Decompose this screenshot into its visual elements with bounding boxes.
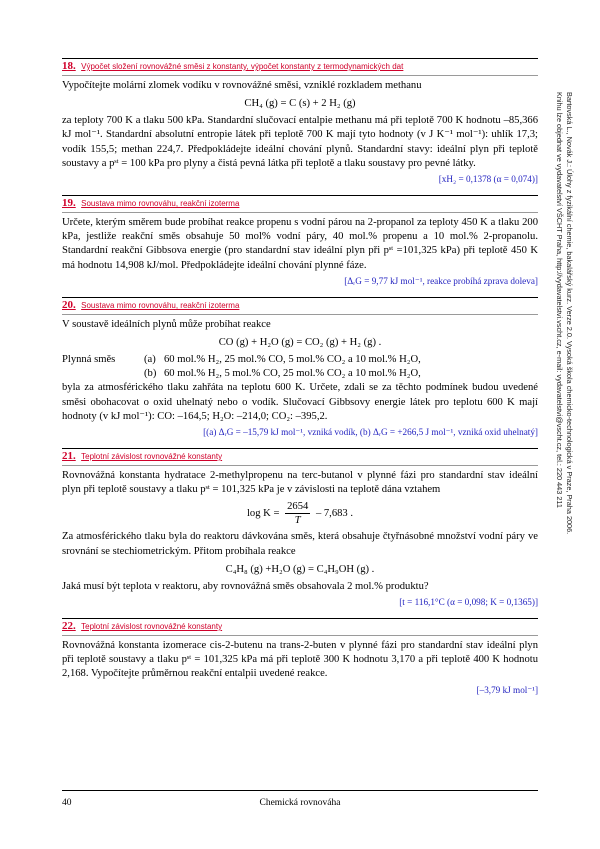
mixture-composition: 60 mol.% H₂, 5 mol.% CO, 25 mol.% CO₂ a 10 mol.% H₂O, bbox=[164, 368, 421, 380]
page-number: 40 bbox=[62, 798, 72, 808]
problem-number: 21. bbox=[62, 450, 76, 463]
side-citation bbox=[548, 92, 574, 682]
gas-mixture-a bbox=[62, 353, 538, 367]
problem-title: Teplotní závislost rovnovážné konstanty bbox=[81, 622, 223, 632]
problem-number: 20. bbox=[62, 298, 76, 311]
problem-text: Rovnovážná konstanta izomerace cis-2-butenu na trans-2-buten v plynné fázi pro standardní stav ideální plyn při teplotě soustavy a tlaku pˢᵗ = 101,325 kPa má při teplotě 300 K hodnotu 3,170 a při teplotě 400 K hodnotu 2,168. Vypočítejte průměrnou reakční entalpii uvedené reakce. bbox=[62, 640, 538, 680]
problem-question: Jaká musí být teplota v reaktoru, aby rovnovážná směs obsahovala 2 mol.% produktu? bbox=[62, 580, 429, 592]
problem-text: Rovnovážná konstanta hydratace 2-methylpropenu na terc-butanol v plynné fázi pro standardní stav ideální plyn při teplotě soustavy a tlaku pˢᵗ = 101,325 kPa je v závislosti na teplotě dána vztahem bbox=[62, 470, 538, 496]
problem-intro: Vypočítejte molární zlomek vodíku v rovnovážné směsi, vzniklé rozkladem methanu bbox=[62, 80, 422, 91]
problem-header bbox=[62, 58, 538, 76]
reaction-equation: C₄H₈ (g) +H₂O (g) = C₄H₉OH (g) . bbox=[225, 563, 375, 575]
reaction-equation: CO (g) + H₂O (g) = CO₂ (g) + H₂ (g) . bbox=[218, 337, 382, 349]
problem-answer: [–3,79 kJ mol⁻¹] bbox=[476, 684, 538, 695]
problem-number: 18. bbox=[62, 60, 76, 72]
problem-title: Soustava mimo rovnováhu, reakční izoterma bbox=[81, 300, 240, 310]
problem-title: Výpočet složení rovnovážné směsi z konstanty, výpočet konstanty z termodynamických dat bbox=[81, 62, 404, 71]
problem-header bbox=[62, 618, 538, 636]
problem-20 bbox=[62, 297, 538, 439]
log-k-equation bbox=[62, 500, 538, 527]
problem-18 bbox=[62, 58, 538, 186]
reaction-equation: CH₄ (g) = C (s) + 2 H₂ (g) bbox=[244, 98, 356, 110]
problem-answer: [(a) ΔᵣG = –15,79 kJ mol⁻¹, vzniká vodík, (b) ΔᵣG = +266,5 J mol⁻¹, vzniká oxid uhelnatý] bbox=[203, 427, 538, 438]
problem-22 bbox=[62, 618, 538, 697]
page-footer bbox=[62, 790, 538, 808]
footer-title: Chemická rovnováha bbox=[259, 798, 341, 808]
equation-right: – 7,683 . bbox=[315, 508, 354, 520]
fraction-denominator: T bbox=[294, 515, 301, 527]
problem-header bbox=[62, 195, 538, 213]
mixture-composition: 60 mol.% H₂, 25 mol.% CO, 5 mol.% CO₂ a 10 mol.% H₂O, bbox=[164, 354, 421, 366]
citation-line: Bartovská L., Novák J.: Úlohy z fyzikální chemie, bakalářský kurz. Verze 2.0. Vysoká škola chemicko-technologická v Praze, Praha 2006. bbox=[565, 92, 574, 535]
gas-mixture-b bbox=[62, 367, 538, 381]
option-label: (a) bbox=[144, 354, 156, 366]
problem-intro: V soustavě ideálních plynů může probíhat reakce bbox=[62, 318, 271, 330]
problem-answer: [t = 116,1°C (α = 0,098; K = 0,1365)] bbox=[399, 597, 538, 608]
problem-title: Soustava mimo rovnováhu, reakční izoterma bbox=[81, 199, 240, 209]
problem-title: Teplotní závislost rovnovážné konstanty bbox=[81, 452, 223, 462]
fraction bbox=[285, 500, 310, 527]
problem-text-2: Za atmosférického tlaku byla do reaktoru dávkována směs, která obsahuje čtyřnásobné množství vodní páry ve srovnání se stechiometrickým. Přitom probíhala reakce bbox=[62, 531, 538, 557]
problem-text: Určete, kterým směrem bude probíhat reakce propenu s vodní párou na 2-propanol za teploty 450 K a tlaku 200 kPa, jestliže reakční směs obsahuje 50 mol% vodní páry, 40 mol.% propenu a 10 mol.% 2-propanolu. Standardní reakční Gibbsova energie (pro standardní stav ideální plyn při pˢᵗ =101,325 kPa) při teplotě 450 K má hodnotu 14,908 kJ/mol. Předpokládejte ideální chování plynné fáze. bbox=[62, 217, 538, 271]
problem-header bbox=[62, 297, 538, 315]
page-content bbox=[62, 58, 538, 706]
equation-left: log K = bbox=[246, 508, 280, 520]
problem-19 bbox=[62, 195, 538, 288]
problem-answer: [ΔᵣG = 9,77 kJ mol⁻¹, reakce probíhá zprava doleva] bbox=[344, 275, 538, 286]
problem-text: byla za atmosférického tlaku zahřáta na teplotu 600 K. Určete, zdali se za těchto podmínek budou uvedené směsi obohacovat o oxid uhelnatý nebo o vodík. Slučovací Gibbsovy energie látek pro teplotu 600 K mají hodnoty (v kJ mol⁻¹): CO: –164,5; H₂O: –214,0; CO₂: –395,2. bbox=[62, 382, 538, 422]
problem-text: za teploty 700 K a tlaku 500 kPa. Standardní slučovací entalpie methanu má při teplotě 700 K hodnotu –85,366 kJ mol⁻¹. Standardní absolutní entropie látek při teplotě 700 K mají tyto hodnoty (v J K⁻¹ mol⁻¹): uhlík 17,3; vodík 155,5; methan 224,7. Předpokládejte ideální chování plynů. Standardní stavy: ideální plyn při teplotě soustavy a pˢᵗ = 100 kPa pro plyny a čistá pevná látka při teplotě a tlaku soustavy pro pevné látky. bbox=[62, 115, 538, 169]
fraction-numerator: 2654 bbox=[287, 501, 309, 513]
problem-answer: [xH₂ = 0,1378 (α = 0,074)] bbox=[438, 174, 538, 185]
problem-number: 22. bbox=[62, 620, 76, 633]
problem-21 bbox=[62, 448, 538, 609]
option-label: (b) bbox=[144, 368, 157, 380]
order-info-line: Knihu lze objednat ve vydavatelství VŠCHT Praha, http://vydavatelstvi.vscht.cz, e-mail: vydavatelstvi@vscht.cz, tel.: 220 443 211 bbox=[555, 92, 564, 508]
mixture-label: Plynná směs bbox=[62, 354, 116, 366]
problem-header bbox=[62, 448, 538, 466]
problem-number: 19. bbox=[62, 197, 76, 210]
